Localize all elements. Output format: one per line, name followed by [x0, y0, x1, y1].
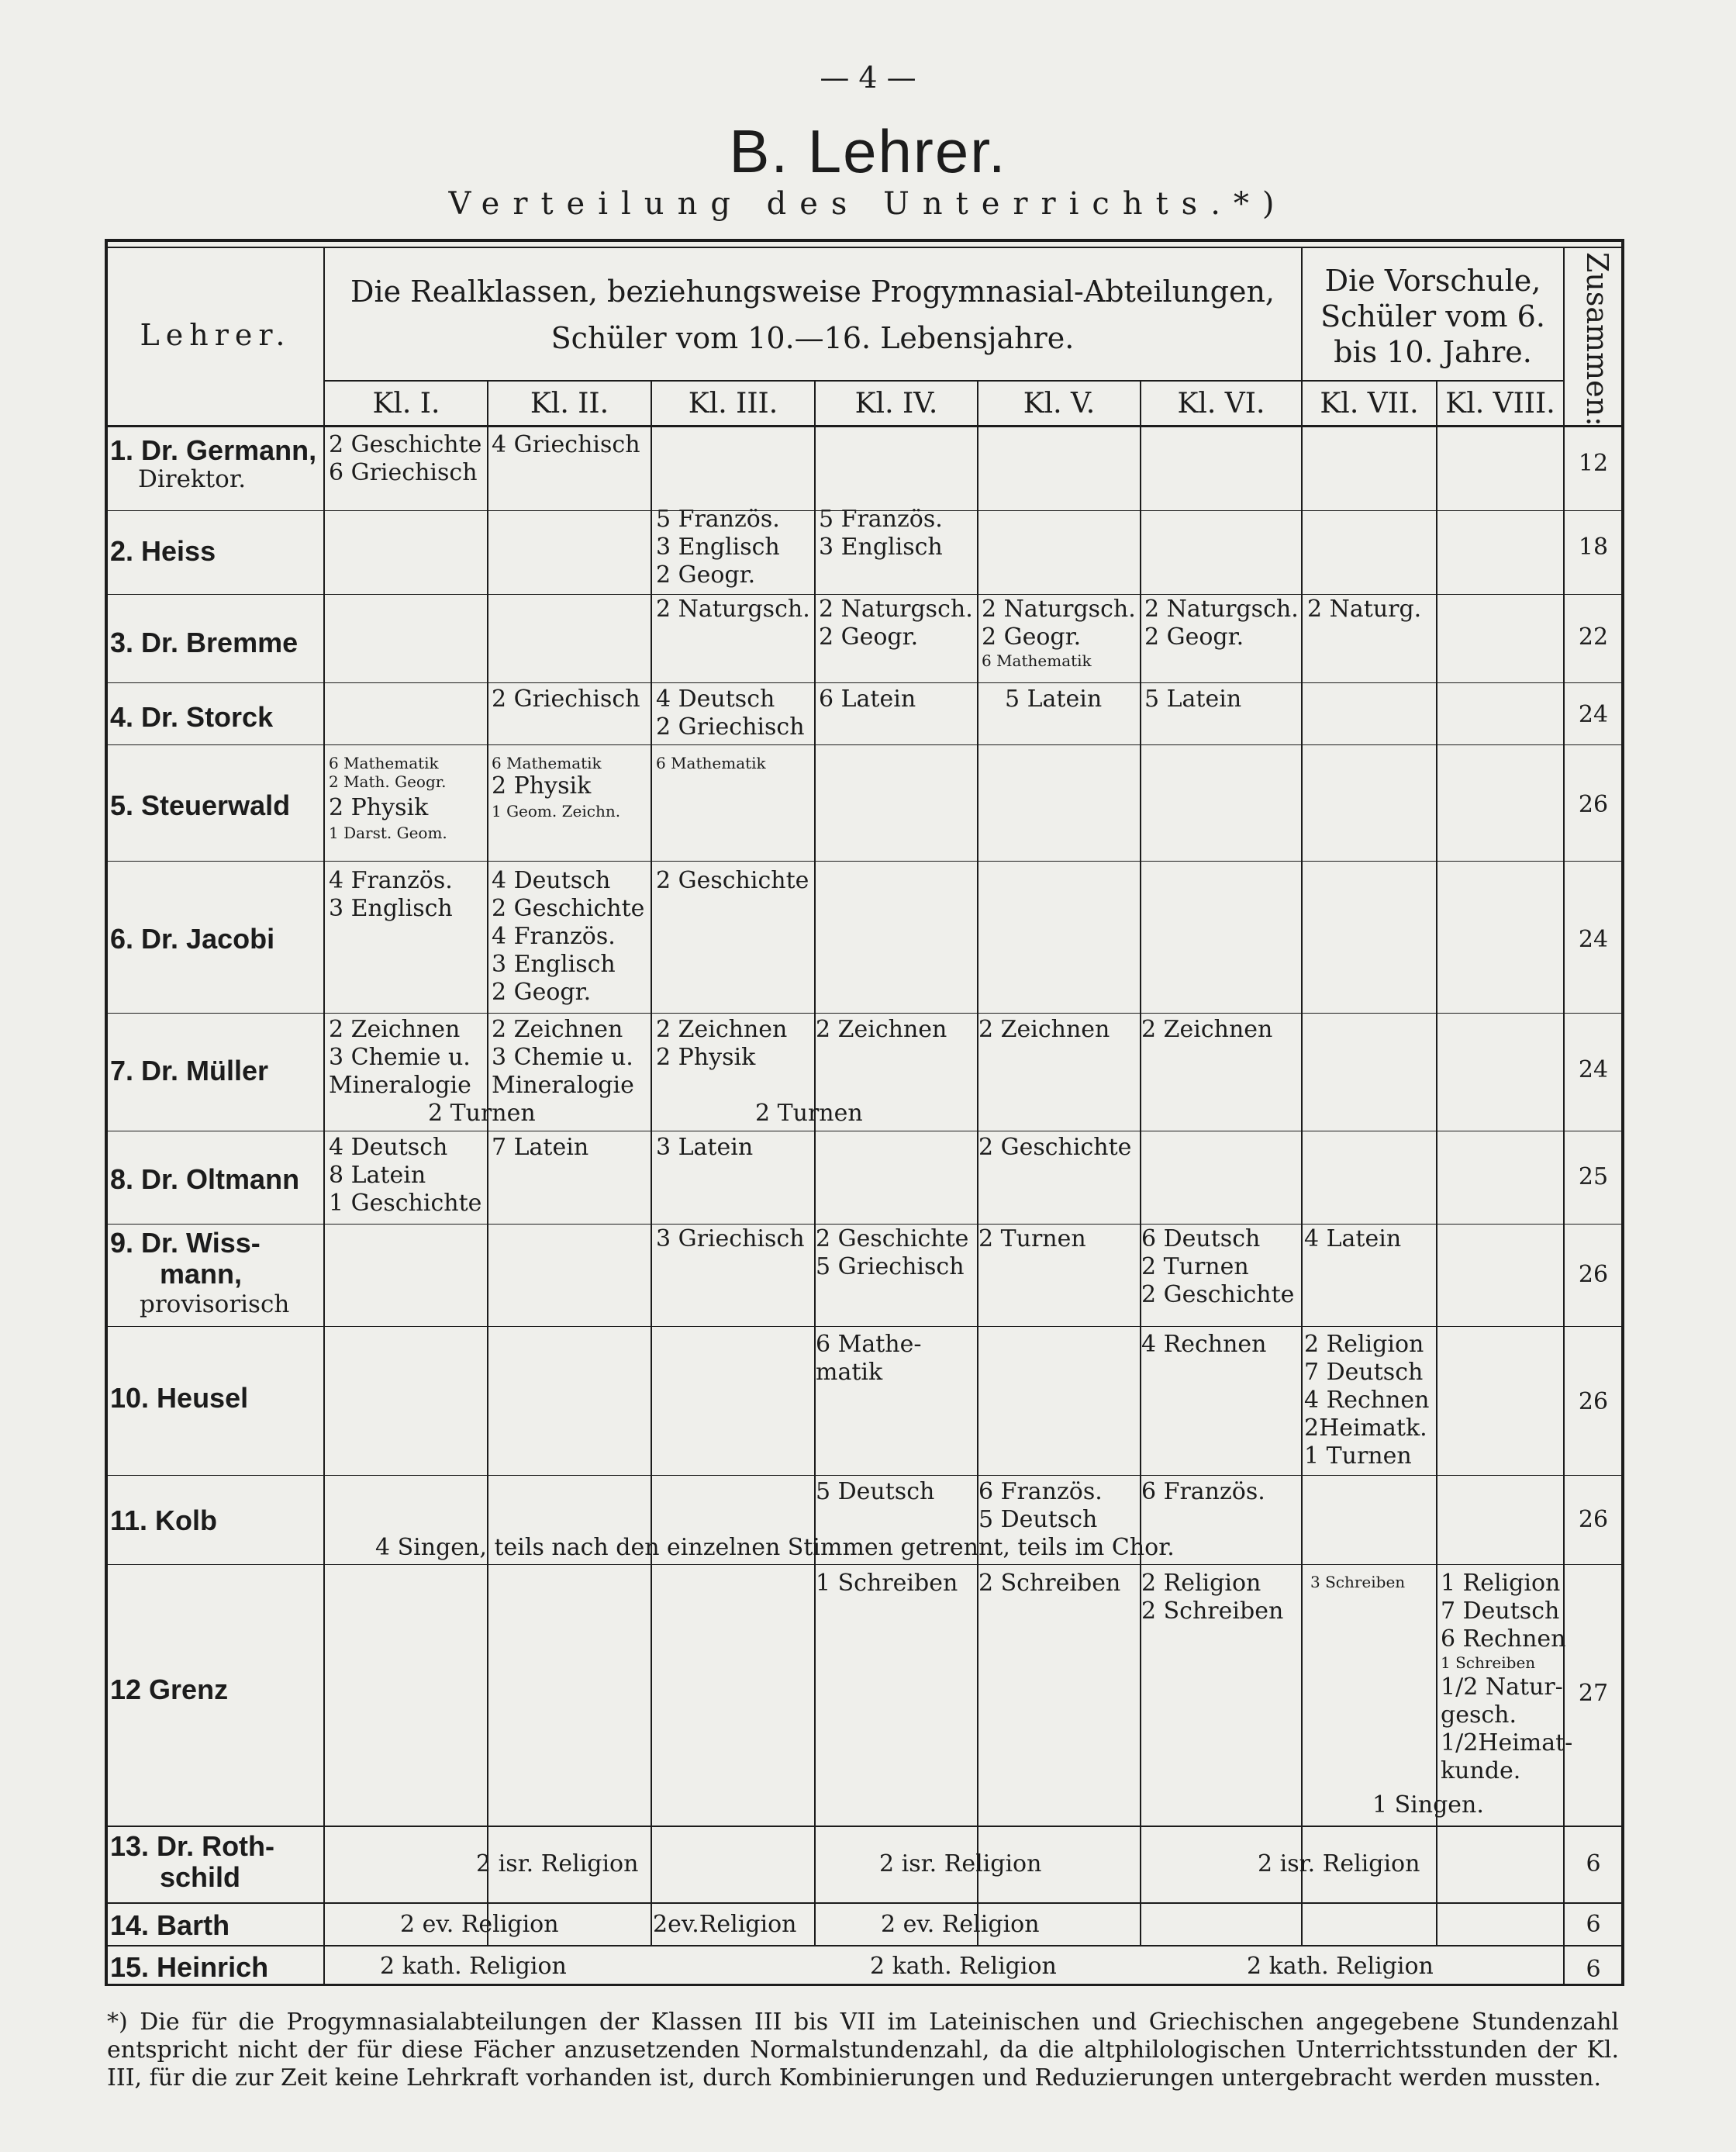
cell-r14-a: 2 ev. Religion [400, 1911, 559, 1938]
cell-line: 6 Französ. [978, 1478, 1103, 1505]
cell-r7-k2 [492, 1016, 634, 1100]
cell-line: 1 Turnen [1304, 1442, 1412, 1470]
total-10: 26 [1578, 1388, 1609, 1415]
teacher-name-11: 11. Kolb [110, 1504, 218, 1536]
row-rule [105, 861, 1624, 862]
cell-r5-k1-physik: 2 Physik [329, 794, 429, 821]
cell-r8-k5 [978, 1134, 1131, 1162]
cell-line: 3 Chemie u. [492, 1044, 633, 1071]
cell-line: 2 Religion [1141, 1570, 1261, 1597]
page-number: — 4 — [820, 60, 916, 95]
col-rule-k5 [1140, 380, 1141, 1946]
cell-line: 2 Zeichnen [816, 1016, 947, 1043]
col-rule-k6 [1301, 248, 1303, 1946]
cell-line: 2 Zeichnen [1141, 1016, 1273, 1043]
cell-line: gesch. [1441, 1701, 1517, 1729]
class-header-6: Kl. VI. [1177, 388, 1265, 420]
teacher-name-6: 6. Dr. Jacobi [110, 923, 275, 955]
cell-line: 5 Latein [1005, 686, 1103, 713]
cell-line: 6 Mathematik [656, 754, 766, 772]
teacher-name-12: 12 Grenz [110, 1674, 229, 1705]
total-8: 25 [1578, 1163, 1609, 1190]
cell-line: 4 Französ. [492, 923, 616, 950]
cell-line: 2 Geschichte [656, 867, 809, 894]
cell-r9-k3 [656, 1225, 805, 1253]
cell-r12-k6 [1141, 1570, 1283, 1625]
cell-line: 6 Mathematik [492, 754, 602, 772]
cell-line: Mineralogie [329, 1072, 471, 1099]
cell-r4-k4 [819, 686, 916, 713]
cell-r3-k6 [1144, 596, 1299, 651]
cell-line: 2Heimatk. [1304, 1415, 1427, 1442]
cell-r2-k3 [656, 506, 780, 589]
cell-r12-k8-small: 1 Schreiben [1441, 1653, 1536, 1672]
row-rule [105, 1945, 1624, 1946]
total-4: 24 [1578, 701, 1609, 728]
teacher-name-2: 2. Heiss [110, 535, 216, 567]
cell-r3-k5 [982, 596, 1136, 651]
cell-line: 2 Zeichnen [978, 1016, 1110, 1043]
cell-line: 6 Mathematik [329, 754, 439, 772]
total-6: 24 [1578, 926, 1609, 953]
total-11: 26 [1578, 1506, 1609, 1533]
cell-r9-k6 [1141, 1225, 1294, 1309]
cell-line: 2 Turnen [1141, 1253, 1249, 1280]
cell-line: 6 Französ. [1141, 1478, 1265, 1505]
cell-r5-k2-geom: 1 Geom. Zeichn. [492, 802, 621, 820]
cell-r12-k8-b [1441, 1674, 1572, 1785]
cell-line: 2 Zeichnen [329, 1016, 461, 1043]
cell-line: 5 Griechisch [816, 1253, 965, 1280]
cell-line: 2 Religion [1304, 1331, 1424, 1358]
cell-line: 2 Geogr. [1144, 623, 1244, 651]
cell-r6-k3 [656, 867, 809, 895]
cell-line: kunde. [1441, 1757, 1521, 1784]
cell-r15-a: 2 kath. Religion [380, 1953, 567, 1980]
footnote: *) Die für die Progymnasialabteilungen der Klassen III bis VII im Lateinischen und Griechischen angegebene Stundenzahl entspricht nicht der für diese Fächer anzusetzenden Normalstundenzahl, da die altphilologischen Unterrichtsstunden der Kl. III, für die zur Zeit keine Lehrkraft vorhanden ist, durch Kombinierungen und Reduzierungen untergebracht werden mussten. [107, 2009, 1619, 2092]
cell-r14-c: 2 ev. Religion [881, 1911, 1040, 1938]
cell-r11-k5 [978, 1478, 1103, 1534]
cell-r9-k4 [816, 1225, 968, 1281]
cell-r2-k4 [819, 506, 943, 561]
cell-line: 5 Französ. [656, 506, 780, 533]
cell-line: 2 Geschichte [816, 1225, 969, 1252]
cell-line: 1 Religion [1441, 1570, 1561, 1597]
cell-r11-k4 [816, 1478, 934, 1506]
cell-line: 2 Naturgsch. [819, 596, 973, 623]
cell-r5-k2 [492, 754, 602, 772]
col-rule-k2 [651, 380, 652, 1946]
row-rule [105, 682, 1624, 683]
cell-line: 2 Schreiben [978, 1570, 1121, 1597]
cell-r15-c: 2 kath. Religion [1247, 1953, 1434, 1980]
cell-r9-k5 [978, 1225, 1086, 1253]
cell-line: 4 Rechnen [1304, 1387, 1430, 1414]
cell-line: 2 Math. Geogr. [329, 772, 447, 791]
cell-line: 2 Griechisch [656, 713, 805, 741]
cell-line: 7 Latein [492, 1134, 589, 1161]
row-rule [105, 1902, 1624, 1904]
cell-line: 4 Deutsch [492, 867, 611, 894]
cell-r13-c: 2 isr. Religion [1258, 1850, 1420, 1877]
cell-r8-k1 [329, 1134, 481, 1218]
cell-line: 7 Deutsch [1441, 1598, 1560, 1625]
col-rule-k1 [487, 380, 488, 1946]
cell-line: 4 Griechisch [492, 431, 640, 458]
teacher-name-14: 14. Barth [110, 1909, 230, 1941]
cell-r5-k3 [656, 754, 766, 772]
header-realklassen-2: Schüler vom 10.—16. Lebensjahre. [550, 321, 1075, 355]
teacher-name-5: 5. Steuerwald [110, 789, 291, 821]
cell-line: 7 Deutsch [1304, 1359, 1424, 1386]
total-9: 26 [1578, 1261, 1609, 1288]
cell-line: 4 Deutsch [329, 1134, 448, 1161]
cell-line: 3 Englisch [819, 534, 943, 561]
cell-line: 2 Physik [656, 1044, 756, 1071]
cell-line: 1/2 Natur- [1441, 1674, 1563, 1701]
header-vorschule-1: Die Vorschule, [1324, 264, 1541, 298]
total-14: 6 [1586, 1911, 1601, 1938]
cell-r14-b: 2ev.Religion [653, 1911, 797, 1938]
teacher-name-1: 1. Dr. Germann, [110, 434, 317, 466]
teacher-name-8: 8. Dr. Oltmann [110, 1163, 300, 1195]
cell-line: 2 Zeichnen [656, 1016, 788, 1043]
total-12: 27 [1578, 1680, 1609, 1707]
total-2: 18 [1578, 534, 1609, 561]
col-rule-k4 [977, 380, 978, 1946]
cell-r12-k8 [1441, 1570, 1565, 1653]
teacher-name-9: 9. Dr. Wiss- [110, 1227, 261, 1259]
cell-line: 2 Turnen [978, 1225, 1086, 1252]
top-rule-thin [105, 247, 1624, 248]
cell-r9-k7 [1304, 1225, 1401, 1253]
cell-line: matik [816, 1359, 883, 1386]
subtitle: Verteilung des Unterrichts.*) [448, 186, 1288, 222]
cell-r1-k1 [329, 431, 481, 487]
col-rule-teacher [323, 248, 325, 1984]
cell-line: Mineralogie [492, 1072, 634, 1099]
cell-r13-b: 2 isr. Religion [879, 1850, 1042, 1877]
cell-r7-k4 [816, 1016, 947, 1044]
cell-r1-k2 [492, 431, 640, 459]
cell-line: 3 Englisch [492, 951, 616, 978]
teacher-name-15: 15. Heinrich [110, 1951, 269, 1983]
class-header-4: Kl. IV. [854, 388, 938, 420]
cell-line: 5 Deutsch [816, 1478, 935, 1505]
right-border [1621, 239, 1624, 1986]
cell-line: 3 Englisch [329, 895, 453, 922]
col-rule-k3 [814, 380, 816, 1946]
cell-line: 6 Deutsch [1141, 1225, 1261, 1252]
cell-r4-k2 [492, 686, 640, 713]
cell-r6-k1 [329, 867, 453, 923]
top-rule [105, 239, 1624, 242]
cell-r12-k4 [816, 1570, 958, 1598]
cell-line: 2 Geschichte [978, 1134, 1132, 1161]
cell-r12-singen: 1 Singen. [1372, 1791, 1484, 1819]
teacher-name-3: 3. Dr. Bremme [110, 627, 299, 658]
teacher-sub-9: provisorisch [140, 1290, 290, 1318]
cell-line: 6 Griechisch [329, 459, 478, 486]
cell-line: 5 Latein [1144, 686, 1242, 713]
cell-r10-k7 [1304, 1331, 1429, 1470]
cell-line: 6 Rechnen [1441, 1625, 1566, 1653]
header-vorschule-2: Schüler vom 6. [1320, 299, 1545, 333]
cell-r12-k5 [978, 1570, 1120, 1598]
total-5: 26 [1578, 791, 1609, 818]
teacher-name-13b: schild [160, 1861, 241, 1893]
cell-r15-b: 2 kath. Religion [870, 1953, 1057, 1980]
cell-line: 2 Naturgsch. [1144, 596, 1299, 623]
cell-r11-k6 [1141, 1478, 1265, 1506]
cell-line: 2 Geogr. [492, 979, 592, 1006]
row-rule [105, 594, 1624, 595]
teacher-name-10: 10. Heusel [110, 1382, 249, 1414]
cell-line: 1 Schreiben [816, 1570, 958, 1597]
cell-line: 3 Latein [656, 1134, 754, 1161]
cell-line: 5 Französ. [819, 506, 943, 533]
section-title: B. Lehrer. [729, 117, 1007, 185]
cell-r8-k3 [656, 1134, 753, 1162]
cell-line: 4 Französ. [329, 867, 453, 894]
row-rule [105, 1564, 1624, 1565]
teacher-name-4: 4. Dr. Storck [110, 701, 274, 733]
cell-line: 2 Geogr. [819, 623, 919, 651]
cell-r4-k5 [1005, 686, 1102, 713]
cell-r3-k4 [819, 596, 973, 651]
row-rule [105, 1224, 1624, 1225]
cell-line: 6 Mathe- [816, 1331, 922, 1358]
cell-line: 6 Latein [819, 686, 916, 713]
cell-r10-k4 [816, 1331, 922, 1387]
cell-r12-k7: 3 Schreiben [1310, 1573, 1406, 1591]
row-rule [105, 1326, 1624, 1327]
class-header-top-rule [324, 380, 1565, 382]
class-header-1: Kl. I. [372, 388, 440, 420]
cell-line: 1 Geschichte [329, 1190, 482, 1217]
cell-line: 3 Chemie u. [329, 1044, 471, 1071]
teacher-name-9b: mann, [160, 1258, 243, 1290]
cell-r3-k7 [1307, 596, 1421, 623]
bottom-rule [105, 1984, 1624, 1986]
cell-line: 3 Englisch [656, 534, 780, 561]
total-1: 12 [1578, 450, 1609, 477]
cell-r5-k1-geom: 1 Darst. Geom. [329, 824, 447, 842]
row-rule [105, 744, 1624, 745]
total-13: 6 [1586, 1850, 1601, 1877]
cell-line: 2 Naturgsch. [982, 596, 1136, 623]
cell-r7-k3 [656, 1016, 787, 1072]
cell-r7-k1 [329, 1016, 471, 1100]
cell-line: 5 Deutsch [978, 1506, 1098, 1533]
teacher-name-13: 13. Dr. Roth- [110, 1830, 275, 1862]
total-3: 22 [1578, 623, 1609, 651]
total-7: 24 [1578, 1056, 1609, 1083]
left-border [105, 239, 108, 1986]
cell-line: 2 Naturgsch. [656, 596, 810, 623]
cell-r3-k3 [656, 596, 810, 623]
cell-line: 2 Geogr. [982, 623, 1082, 651]
total-15: 6 [1586, 1956, 1601, 1983]
header-zusammen: Zusammen: [1580, 252, 1614, 427]
cell-r5-k2-physik: 2 Physik [492, 772, 592, 800]
cell-r7-turnen-b: 2 Turnen [755, 1100, 863, 1127]
row-rule [105, 1475, 1624, 1476]
cell-line: 2 Naturg. [1307, 596, 1422, 623]
class-header-5: Kl. V. [1023, 388, 1096, 420]
cell-r11-singen: 4 Singen, teils nach den einzelnen Stimmen getrennt, teils im Chor. [375, 1534, 1175, 1561]
cell-line: 1/2Heimat- [1441, 1729, 1573, 1756]
header-realklassen-1: Die Realklassen, beziehungsweise Progymnasial-Abteilungen, [350, 275, 1275, 309]
cell-line: 2 Geschichte [329, 431, 482, 458]
cell-r8-k2 [492, 1134, 588, 1162]
cell-line: 3 Griechisch [656, 1225, 805, 1252]
cell-r4-k3 [656, 686, 805, 741]
cell-r3-k5-small: 6 Mathematik [982, 651, 1092, 670]
cell-line: 2 Schreiben [1141, 1598, 1284, 1625]
cell-line: 8 Latein [329, 1162, 426, 1189]
cell-r7-k6 [1141, 1016, 1272, 1044]
cell-r7-turnen-a: 2 Turnen [428, 1100, 536, 1127]
class-header-8: Kl. VIII. [1445, 388, 1555, 420]
cell-line: 2 Geogr. [656, 561, 756, 589]
teacher-name-7: 7. Dr. Müller [110, 1055, 269, 1086]
cell-line: 4 Rechnen [1141, 1331, 1267, 1358]
class-header-2: Kl. II. [530, 388, 609, 420]
cell-line: 2 Geschichte [1141, 1281, 1295, 1308]
header-bottom-rule [105, 425, 1624, 427]
header-vorschule-3: bis 10. Jahre. [1334, 335, 1532, 369]
cell-line: 2 Zeichnen [492, 1016, 623, 1043]
cell-line: 2 Geschichte [492, 895, 645, 922]
row-rule [105, 1826, 1624, 1827]
cell-r6-k2 [492, 867, 644, 1007]
col-rule-k7 [1436, 380, 1437, 1946]
cell-r5-k1 [329, 754, 447, 791]
class-header-7: Kl. VII. [1320, 388, 1419, 420]
teacher-sub-1: Direktor. [138, 465, 247, 493]
cell-r13-a: 2 isr. Religion [476, 1850, 639, 1877]
class-header-3: Kl. III. [688, 388, 778, 420]
cell-r4-k6 [1144, 686, 1241, 713]
header-lehrer: Lehrer. [140, 318, 292, 352]
cell-line: 4 Deutsch [656, 686, 775, 713]
cell-r7-k5 [978, 1016, 1110, 1044]
cell-r10-k6 [1141, 1331, 1266, 1359]
row-rule [105, 1013, 1624, 1014]
cell-line: 4 Latein [1304, 1225, 1402, 1252]
cell-line: 2 Griechisch [492, 686, 640, 713]
